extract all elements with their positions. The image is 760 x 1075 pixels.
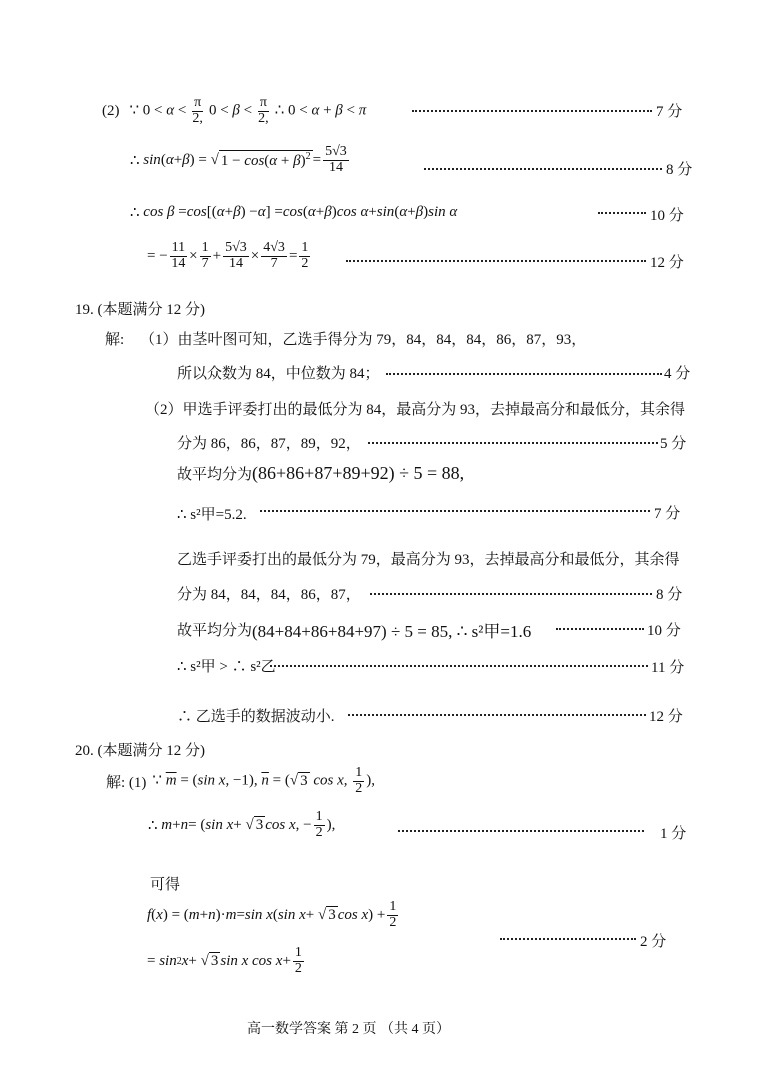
dot-leader [346, 260, 646, 262]
q19-line-5-math: (86+86+87+89+92) ÷ 5 = 88, [252, 463, 465, 483]
q19-line-5 [177, 463, 464, 484]
dot-leader [398, 830, 644, 832]
page-footer: 高一数学答案 第 2 页 （共 4 页） [247, 1022, 450, 1037]
q19-line-7: 乙选手评委打出的最低分为 79，最高分为 93，去掉最高分和最低分，其余得 [177, 552, 680, 568]
dot-leader [386, 373, 662, 375]
dot-leader [370, 593, 652, 595]
dot-leader [598, 212, 646, 214]
dot-leader [260, 510, 650, 512]
q20-title: 20. (本题满分 12 分) [75, 743, 205, 759]
score-7b: 7 分 [654, 506, 681, 522]
q19-title: 19. (本题满分 12 分) [75, 302, 205, 318]
score-12b: 12 分 [649, 709, 683, 725]
dot-leader [368, 442, 658, 444]
q19-line-8: 分为 84，84，84，86，87， [177, 587, 361, 603]
q20-line-2: ∴ m + n = ( sin x + √ 3 cos x , − $\frac{1}{2}$ ), [148, 809, 336, 840]
dot-leader [412, 110, 652, 112]
score-1: 1 分 [660, 826, 687, 842]
q19-line-3: （2）甲选手评委打出的最低分为 84，最高分为 93，去掉最高分和最低分，其余得 [145, 402, 686, 418]
q19-line-9 [177, 617, 531, 642]
q19-line-9-math: (84+84+86+84+97) ÷ 5 = 85, ∴ s²甲=1.6 [252, 622, 532, 641]
q19-line-4: 分为 86，86，87，89，92， [177, 436, 361, 452]
q20-jie: 解: (1) [106, 774, 147, 791]
p2-cos-line: ∴ cos β = cos [( α + β ) − α ] = cos ( α + β ) cos α + sin ( α + β ) sin α [130, 204, 458, 221]
p2-label: (2) [102, 102, 120, 119]
q19-line-9-label: 故平均分为 [177, 623, 253, 639]
score-11: 11 分 [651, 660, 685, 676]
q20-kede: 可得 [150, 877, 181, 893]
score-7: 7 分 [656, 104, 683, 120]
dot-leader [424, 168, 662, 170]
score-10: 10 分 [650, 208, 684, 224]
score-2: 2 分 [640, 934, 667, 950]
p2-calc-line: = − $\frac{11}{14}$ × $\frac{1}{7}$ + $\frac{5√3}{14}$ × $\frac{4√3}{7}$ = $\frac{1}{2}$ [147, 240, 309, 271]
dot-leader [348, 714, 646, 716]
p2-condition-math: ∵ 0 < α < $\frac{\pi}{2,}$ 0 < β < $\frac{\pi}{2,}$ ∴ 0 < α + β < π [129, 95, 367, 126]
q19-line-11: ∴ 乙选手的数据波动小. [177, 709, 335, 725]
q20-line-1: 解: (1) ∵ $\overline{m} = (\sin$ x, −1), $\overline{n}$ = (√ 3 cos x, $\frac{1}{2}$ ), [106, 765, 376, 796]
q19-line-1: （1）由茎叶图可知，乙选手得分为 79，84，84，84，86，87，93， [140, 332, 587, 348]
score-12: 12 分 [650, 255, 684, 271]
q19-line-2: 所以众数为 84，中位数为 84； [177, 366, 380, 382]
q19-line-5-label: 故平均分为 [177, 467, 253, 483]
q19-line-6: ∴ s²甲=5.2. [177, 507, 247, 523]
q19-jie: 解: [105, 332, 125, 348]
p2-condition-line [102, 96, 366, 126]
dot-leader [500, 938, 636, 940]
score-4: 4 分 [664, 366, 691, 382]
p2-sin-line: ∴ sin ( α + β ) = √ $1 - \cos(\alpha + \beta)^2$ = $\frac{5√3}{14}$ [130, 144, 347, 175]
score-8: 8 分 [666, 162, 693, 178]
q19-line-10: ∴ s²甲 > ∴ s²乙 [177, 659, 276, 675]
dot-leader [270, 665, 648, 667]
q20-line-3: f ( x ) = ( m + n )· m = sin x ( sin x + √ 3 cos x ) + $\frac{1}{2}$ [147, 899, 397, 930]
score-5: 5 分 [660, 436, 687, 452]
score-10b: 10 分 [647, 623, 681, 639]
score-8b: 8 分 [656, 587, 683, 603]
dot-leader [556, 628, 644, 630]
q20-line-4: = sin 2 x + √ 3 sin x cos x + $\frac{1}{2}$ [147, 945, 302, 976]
